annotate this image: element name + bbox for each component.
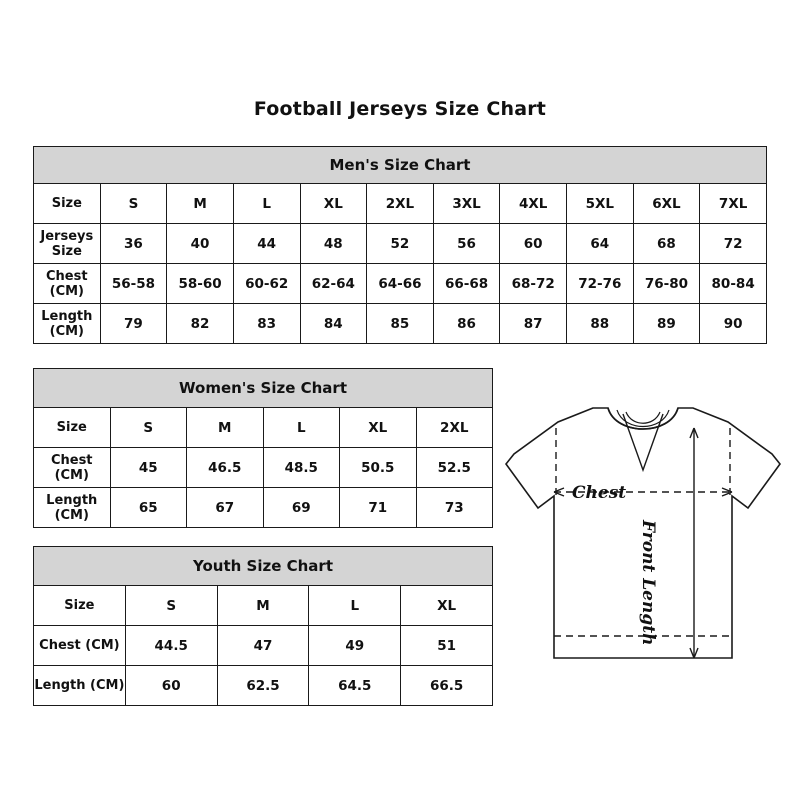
row-label: Size [34, 184, 101, 224]
table-header-row [34, 369, 493, 408]
cell: 64-66 [367, 264, 434, 304]
row-label: Chest (CM) [34, 448, 111, 488]
youth-table-header: Youth Size Chart [34, 547, 493, 586]
page-title: Football Jerseys Size Chart [253, 98, 547, 120]
table-row [34, 264, 767, 304]
cell: 68-72 [500, 264, 567, 304]
cell: 89 [633, 304, 700, 344]
table-row [34, 626, 493, 666]
row-label: Length (CM) [34, 488, 111, 528]
row-label: Chest (CM) [34, 264, 101, 304]
cell: 7XL [700, 184, 767, 224]
table-row [34, 224, 767, 264]
chest-measurement-label: Chest [572, 483, 627, 503]
cell: 88 [567, 304, 634, 344]
cell: 47 [217, 626, 309, 666]
table-header-row [34, 547, 493, 586]
table-row [34, 184, 767, 224]
cell: 64 [567, 224, 634, 264]
cell: M [217, 586, 309, 626]
cell: 72 [700, 224, 767, 264]
cell: 79 [100, 304, 167, 344]
front-length-measurement-label: Front Length [638, 520, 658, 646]
cell: 73 [416, 488, 493, 528]
table-row [34, 586, 493, 626]
row-label: Jerseys Size [34, 224, 101, 264]
cell: 52.5 [416, 448, 493, 488]
cell: 49 [309, 626, 401, 666]
cell: 71 [340, 488, 417, 528]
cell: 64.5 [309, 666, 401, 706]
cell: 50.5 [340, 448, 417, 488]
cell: 56-58 [100, 264, 167, 304]
womens-table-header: Women's Size Chart [34, 369, 493, 408]
cell: 67 [187, 488, 264, 528]
womens-size-table [33, 368, 493, 528]
table-header-row [34, 147, 767, 184]
cell: M [187, 408, 264, 448]
row-label: Size [34, 586, 126, 626]
cell: L [233, 184, 300, 224]
cell: 2XL [367, 184, 434, 224]
row-label: Length (CM) [34, 666, 126, 706]
t-shirt-measurement-diagram [498, 392, 788, 692]
cell: 69 [263, 488, 340, 528]
mens-size-table [33, 146, 767, 344]
cell: XL [300, 184, 367, 224]
cell: 46.5 [187, 448, 264, 488]
cell: 58-60 [167, 264, 234, 304]
cell: 48 [300, 224, 367, 264]
cell: 62.5 [217, 666, 309, 706]
cell: 45 [110, 448, 187, 488]
cell: 87 [500, 304, 567, 344]
cell: 90 [700, 304, 767, 344]
table-row [34, 666, 493, 706]
cell: S [125, 586, 217, 626]
cell: 56 [433, 224, 500, 264]
cell: 44.5 [125, 626, 217, 666]
cell: XL [340, 408, 417, 448]
cell: L [309, 586, 401, 626]
cell: 51 [401, 626, 493, 666]
cell: 60-62 [233, 264, 300, 304]
cell: 66.5 [401, 666, 493, 706]
cell: 86 [433, 304, 500, 344]
cell: M [167, 184, 234, 224]
cell: 76-80 [633, 264, 700, 304]
cell: 62-64 [300, 264, 367, 304]
cell: 6XL [633, 184, 700, 224]
row-label: Length (CM) [34, 304, 101, 344]
cell: 2XL [416, 408, 493, 448]
mens-table-header: Men's Size Chart [34, 147, 767, 184]
row-label: Size [34, 408, 111, 448]
table-row [34, 488, 493, 528]
cell: S [110, 408, 187, 448]
youth-size-table [33, 546, 493, 706]
cell: 82 [167, 304, 234, 344]
table-row [34, 448, 493, 488]
cell: 80-84 [700, 264, 767, 304]
cell: 84 [300, 304, 367, 344]
cell: 52 [367, 224, 434, 264]
cell: 83 [233, 304, 300, 344]
row-label: Chest (CM) [34, 626, 126, 666]
cell: 3XL [433, 184, 500, 224]
cell: 60 [125, 666, 217, 706]
table-row [34, 408, 493, 448]
cell: 44 [233, 224, 300, 264]
cell: S [100, 184, 167, 224]
cell: 85 [367, 304, 434, 344]
table-row [34, 304, 767, 344]
cell: 72-76 [567, 264, 634, 304]
cell: 48.5 [263, 448, 340, 488]
cell: XL [401, 586, 493, 626]
cell: 66-68 [433, 264, 500, 304]
cell: 60 [500, 224, 567, 264]
cell: 65 [110, 488, 187, 528]
cell: 5XL [567, 184, 634, 224]
cell: 68 [633, 224, 700, 264]
cell: 36 [100, 224, 167, 264]
cell: 4XL [500, 184, 567, 224]
cell: 40 [167, 224, 234, 264]
cell: L [263, 408, 340, 448]
